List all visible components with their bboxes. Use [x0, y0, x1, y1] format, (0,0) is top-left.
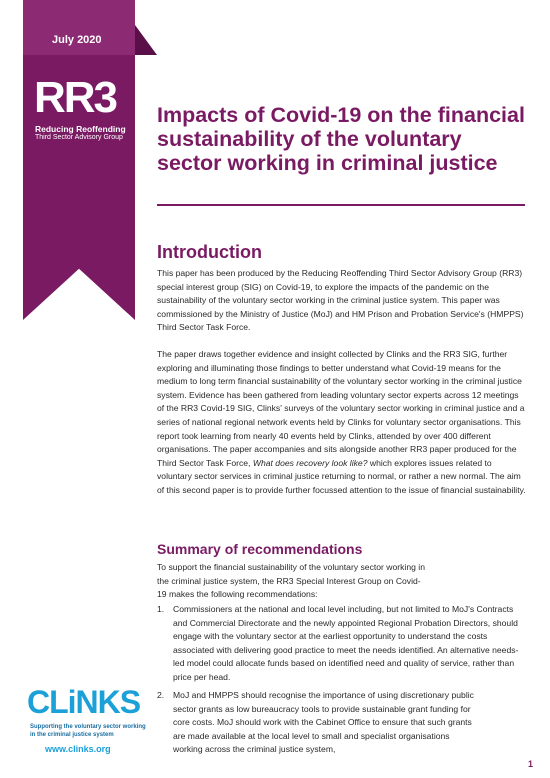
- clinks-tagline: Supporting the voluntary sector working in the criminal justice system: [30, 724, 146, 738]
- rr3-logo-line2: Third Sector Advisory Group: [35, 134, 123, 141]
- recommendation-number: 2.: [157, 690, 165, 700]
- rr3-logo: RR3: [34, 73, 117, 122]
- document-title: Impacts of Covid-19 on the financial sustainability of the voluntary sector working in criminal justice: [157, 103, 525, 175]
- introduction-paragraph-1: This paper has been produced by the Reducing Reoffending Third Sector Advisory Group (RR3) special interest group (SIG) on Covid-19, to explore the impacts of the pandemic on the sustainability of the voluntary sector working in the criminal justice system. This paper was commissioned by the Ministry of Justice (MoJ) and HM Prison and Probation Service's (HMPPS) Third Sector Task Force.: [157, 268, 524, 333]
- page-number: 1: [528, 759, 534, 769]
- recommendation-item: [157, 689, 477, 757]
- rr3-logo-line1: Reducing Reoffending: [35, 124, 126, 134]
- introduction-paragraph-2: [157, 348, 527, 498]
- paragraph-2-text-a: The paper draws together evidence and insight collected by Clinks and the RR3 SIG, further exploring and illuminating those findings to better understand what Covid-19 means for the medium to long term financial sustainability of the voluntary sector working in the criminal justice system. Evidence has been gathered from leading voluntary sector experts across 12 meetings of the RR3 Covid-19 SIG, Clinks' surveys of the voluntary sector working in criminal justice and a series of national regional network events held by Clinks for voluntary sector organisations. This report took learning from nearly 40 events held by Clinks, attended by over 400 different organisations. The paper accompanies and sits alongside another RR3 paper produced for the Third Sector Task Force,: [157, 349, 525, 468]
- introduction-heading: Introduction: [157, 242, 262, 262]
- report-title-reference: What does recovery look like?: [252, 457, 368, 468]
- paragraph-2-text-b: which explores issues related to voluntary sector services in criminal justice returning to normal, or rather a new normal. The aim of this second paper is to provide further focussed attention to the issue of financial sustainability.: [157, 457, 526, 495]
- banner-fold: [135, 25, 157, 55]
- recommendation-number: 1.: [157, 604, 165, 614]
- recommendation-text: MoJ and HMPPS should recognise the importance of using discretionary public sector grants as low bureaucracy tools to provide sustainable grant funding for core costs. MoJ should work with the Cabinet Office to ensure that such grants are made available at the local level to small and specialist organisations working across the criminal justice system,: [173, 690, 474, 755]
- clinks-logo: CLiNKS: [27, 684, 141, 720]
- recommendation-item: [157, 603, 527, 685]
- title-divider: [157, 204, 525, 206]
- banner-date-tab: [23, 0, 135, 55]
- summary-heading: Summary of recommendations: [157, 541, 363, 557]
- summary-intro: To support the financial sustainability of the voluntary sector working in the criminal justice system, the RR3 Special Interest Group on Covid-19 makes the following recommendations:: [157, 562, 425, 600]
- recommendation-text: Commissioners at the national and local level including, but not limited to MoJ's Contracts and Commercial Directorate and the newly appointed Regional Probation Directors, should engage with the voluntary sector at the earliest opportunity to understand the costs associated with delivering good practice to meet the needs identified. An alternative needs-led model could allocate funds based on identified need and quality of service, rather than price per head.: [173, 604, 519, 682]
- clinks-website-link[interactable]: www.clinks.org: [45, 744, 111, 754]
- publication-date: July 2020: [52, 34, 102, 46]
